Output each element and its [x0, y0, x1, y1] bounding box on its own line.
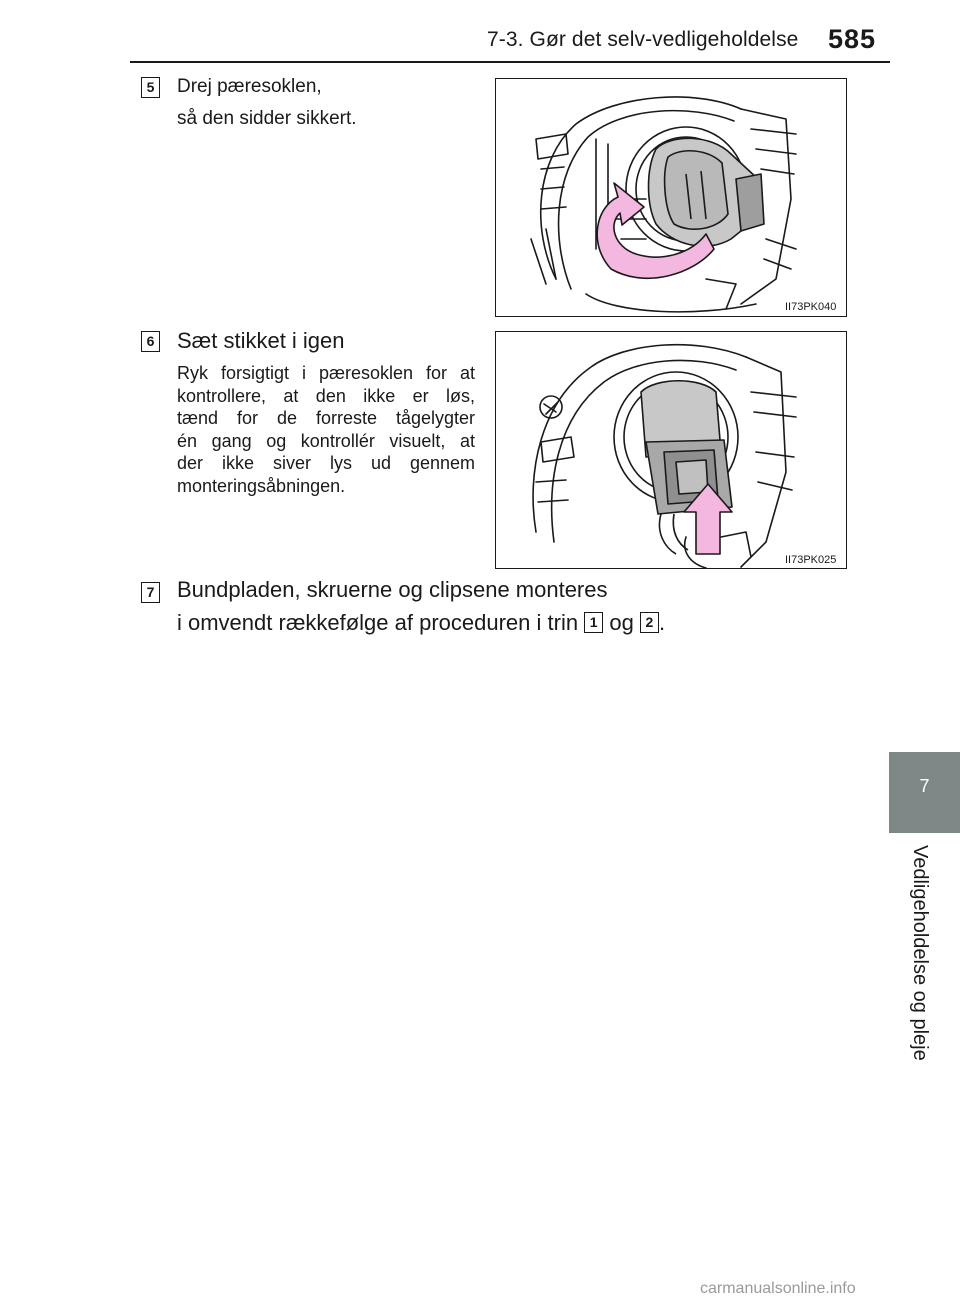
step-7-line-1: Bundpladen, skruerne og clipsene monteres: [177, 577, 608, 602]
step-5-line-2: så den sidder sikkert.: [177, 108, 357, 129]
step-5-line-1: Drej pæresoklen,: [177, 76, 322, 97]
step-ref-2: 2: [640, 612, 659, 633]
paragraph-line: der ikke siver lys ud gennem: [177, 453, 475, 473]
step-7-end: .: [658, 610, 666, 635]
figure-code: II73PK040: [785, 301, 837, 313]
paragraph-line: kontrollere, at den ikke er løs,: [177, 385, 475, 406]
header-rule: [130, 61, 890, 63]
step-7-connector: og: [609, 610, 634, 635]
step-ref-1: 1: [584, 612, 603, 633]
step-number-7: 7: [141, 582, 160, 603]
chapter-tab: [889, 752, 960, 833]
paragraph-line: én gang og kontrollér visuelt, at: [177, 430, 475, 451]
chapter-number: 7: [919, 776, 930, 796]
figure-code: II73PK025: [785, 554, 837, 566]
step-6-paragraph: [177, 362, 475, 497]
watermark: carmanualsonline.info: [700, 1280, 856, 1297]
step-7-line-2: [177, 610, 665, 636]
connector-illustration: [496, 332, 847, 569]
paragraph-line: monteringsåbningen.: [177, 475, 346, 496]
section-title: 7-3. Gør det selv-vedligeholdelse: [487, 28, 799, 51]
paragraph-line: tænd for de forreste tågelygter: [177, 408, 475, 428]
figure-turn-bulb-socket: [495, 78, 847, 317]
step-6-heading: Sæt stikket i igen: [177, 328, 345, 353]
chapter-label: Vedligeholdelse og pleje: [909, 845, 931, 1061]
figure-reconnect-connector: [495, 331, 847, 569]
step-number-5: 5: [141, 77, 160, 98]
turn-bulb-illustration: [496, 79, 847, 317]
step-number-6: 6: [141, 331, 160, 352]
paragraph-line: Ryk forsigtigt i pæresoklen for at: [177, 363, 475, 383]
page-number: 585: [828, 24, 877, 54]
step-7-text: i omvendt rækkefølge af proceduren i trin: [177, 610, 579, 635]
